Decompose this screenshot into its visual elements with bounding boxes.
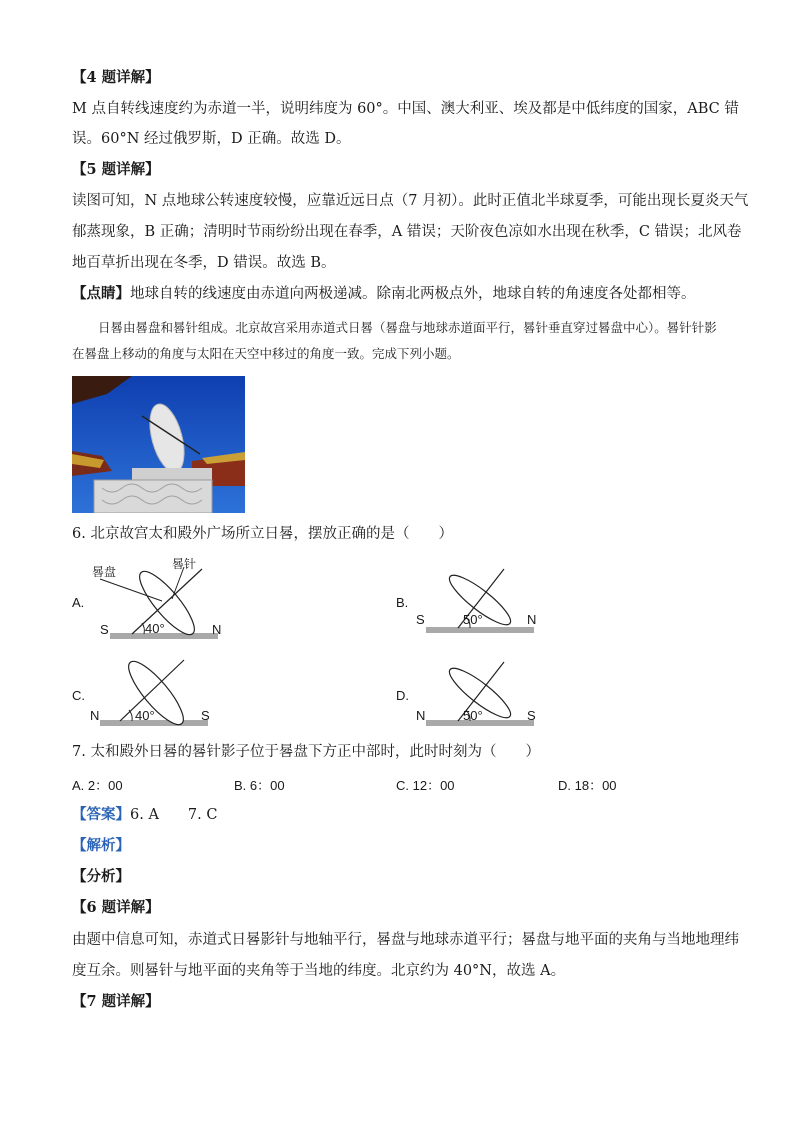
- needle-label: 晷针: [172, 557, 197, 571]
- q7-option-b[interactable]: B. 6：00: [234, 778, 285, 793]
- q7-option-a[interactable]: A. 2：00: [72, 778, 123, 793]
- sundial-intro: 日晷由晷盘和晷针组成。北京故宫采用赤道式日晷（晷盘与地球赤道面平行，晷针垂直穿过晷盘中心）。晷针针影在晷盘上移动的角度与太阳在天空中移过的角度一致。完成下列小题。: [72, 320, 717, 361]
- q7-option-c[interactable]: C. 12：00: [396, 778, 455, 793]
- option-c-left-end: N: [90, 708, 100, 723]
- question-6: 6. 北京故宫太和殿外广场所立日晷，摆放正确的是（ ）: [72, 526, 453, 542]
- q5-heading: 【5 题详解】: [72, 161, 160, 178]
- option-d-angle: 50°: [463, 708, 483, 723]
- option-b-diagram[interactable]: [396, 565, 556, 640]
- option-d-left-end: N: [416, 708, 426, 723]
- fenxi-heading: 【分析】: [72, 868, 130, 885]
- option-b-right-end: N: [527, 612, 537, 627]
- option-d-letter: D.: [396, 688, 409, 703]
- option-a-angle: 40°: [145, 621, 165, 636]
- option-b-letter: B.: [396, 595, 409, 610]
- q4-heading: 【4 题详解】: [72, 69, 160, 86]
- q6-heading: 【6 题详解】: [72, 899, 160, 916]
- option-c-letter: C.: [72, 688, 85, 703]
- option-a-letter: A.: [72, 595, 85, 610]
- option-a-diagram[interactable]: [72, 555, 232, 650]
- q7-option-d[interactable]: D. 18：00: [558, 778, 617, 793]
- tip-text: 地球自转的线速度由赤道向两极递减。除南北两极点外，地球自转的角速度各处都相等。: [130, 286, 696, 302]
- question-7: 7. 太和殿外日晷的晷针影子位于晷盘下方正中部时，此时时刻为（ ）: [72, 744, 540, 760]
- option-a-right-end: N: [212, 622, 222, 637]
- option-b-left-end: S: [416, 612, 425, 627]
- q7-heading: 【7 题详解】: [72, 993, 160, 1010]
- q5-explanation-line1: 读图可知，N 点地球公转速度较慢，应靠近远日点（7 月初）。此时正值北半球夏季，可能出现长夏炎天气: [72, 193, 749, 209]
- option-a-left-end: S: [100, 622, 109, 637]
- answer-text: 6. A 7. C: [130, 807, 218, 823]
- plate-label: 晷盘: [92, 565, 117, 579]
- tip-heading: 【点睛】: [72, 285, 130, 302]
- option-c-right-end: S: [201, 708, 210, 723]
- q5-explanation-line2: 郁蒸现象，B 正确；清明时节雨纷纷出现在春季，A 错误；天阶夜色凉如水出现在秋季，C 错误；北风卷: [72, 224, 742, 240]
- analysis-heading: 【解析】: [72, 837, 130, 854]
- option-c-diagram[interactable]: [72, 658, 232, 733]
- option-d-right-end: S: [527, 708, 536, 723]
- q4-explanation-line1: M 点自转线速度约为赤道一半，说明纬度为 60°。中国、澳大利亚、埃及都是中低纬度的国家，ABC 错: [72, 101, 739, 117]
- q4-explanation-line2: 误。60°N 经过俄罗斯，D 正确。故选 D。: [72, 131, 351, 147]
- answer-heading: 【答案】: [72, 806, 130, 823]
- sundial-photo: [72, 376, 245, 513]
- option-d-diagram[interactable]: [396, 658, 556, 733]
- option-b-angle: 50°: [463, 612, 483, 627]
- answer-paragraph: [72, 805, 217, 825]
- q6-explanation-line1: 由题中信息可知，赤道式日晷影针与地轴平行，晷盘与地球赤道平行；晷盘与地平面的夹角与当地地理纬: [72, 932, 739, 948]
- q5-explanation-line3: 地百草折出现在冬季，D 错误。故选 B。: [72, 255, 336, 271]
- q6-explanation-line2: 度互余。则晷针与地平面的夹角等于当地的纬度。北京约为 40°N，故选 A。: [72, 963, 566, 979]
- tip-paragraph: [72, 284, 696, 304]
- option-c-angle: 40°: [135, 708, 155, 723]
